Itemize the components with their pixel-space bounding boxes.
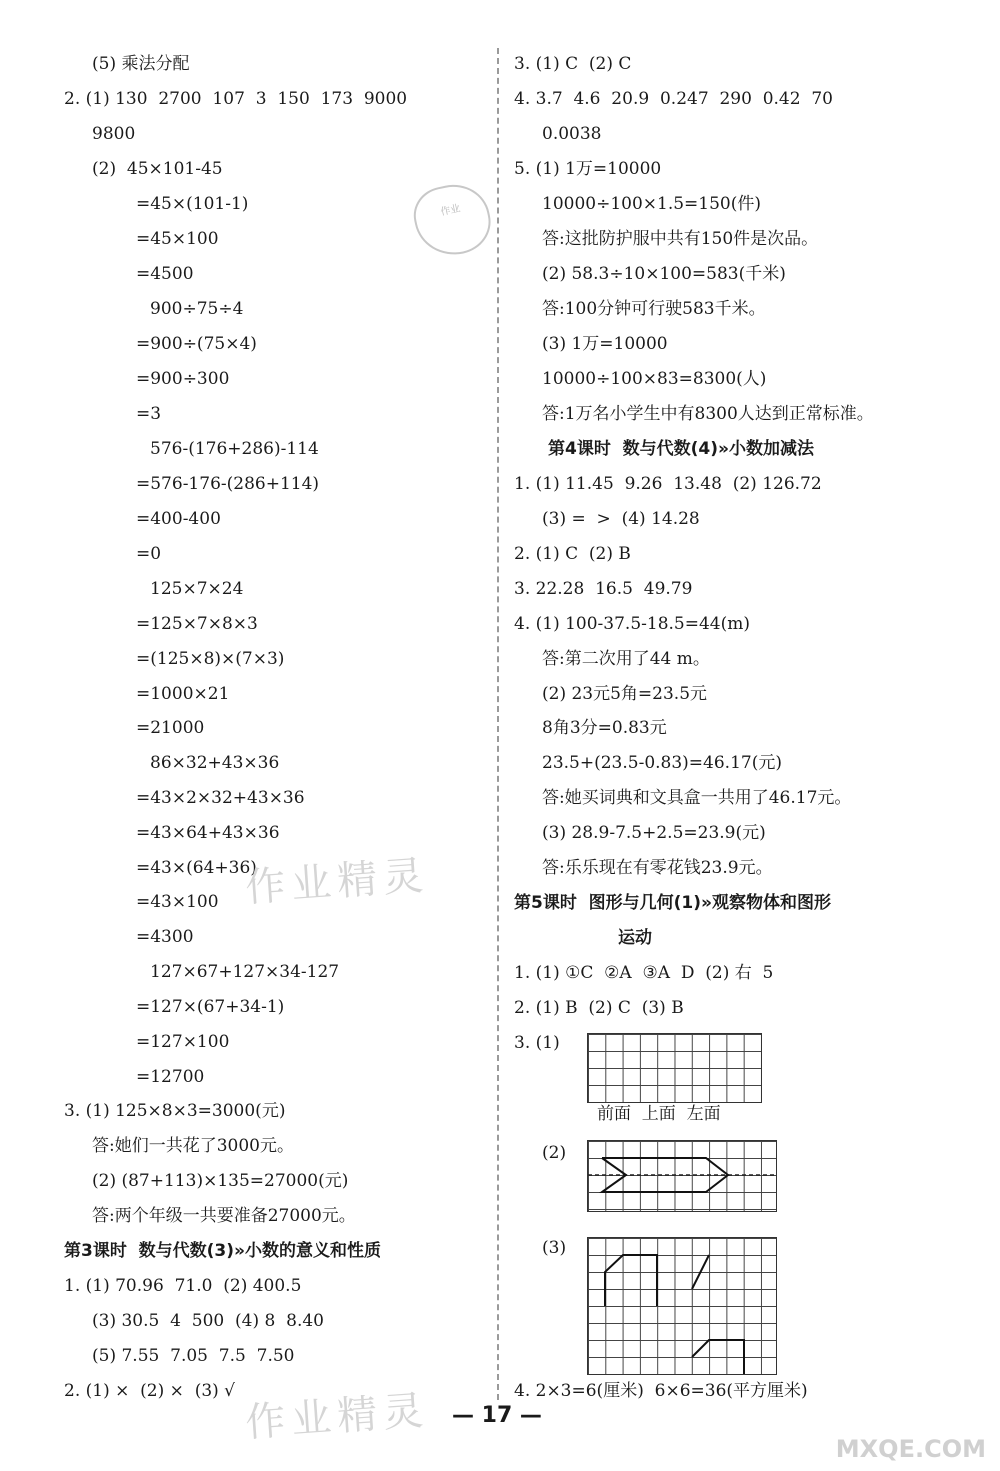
answer-line: (2) bbox=[542, 1143, 567, 1163]
answer-line: 9800 bbox=[92, 124, 136, 144]
answer-line: (2) 45×101-45 bbox=[92, 159, 223, 179]
answer-line: 1. (1) 11.45 9.26 13.48 (2) 126.72 bbox=[514, 474, 822, 494]
answer-line: 答:她买词典和文具盒一共用了46.17元。 bbox=[542, 788, 852, 808]
section-heading-cont: 运动 bbox=[618, 928, 652, 948]
answer-line: 2. (1) C (2) B bbox=[514, 544, 631, 564]
answer-line: =43×2×32+43×36 bbox=[136, 788, 305, 808]
answer-line: 576-(176+286)-114 bbox=[150, 439, 319, 459]
answer-line: =127×(67+34-1) bbox=[136, 997, 285, 1017]
answer-line: =125×7×8×3 bbox=[136, 614, 258, 634]
page-number: — 17 — bbox=[452, 1403, 542, 1428]
answer-line: =400-400 bbox=[136, 509, 221, 529]
answer-line: =43×(64+36) bbox=[136, 858, 257, 878]
answer-line: (3) 28.9-7.5+2.5=23.9(元) bbox=[542, 823, 766, 843]
answer-line: 0.0038 bbox=[542, 124, 602, 144]
answer-line: =43×64+43×36 bbox=[136, 823, 280, 843]
answer-line: =12700 bbox=[136, 1067, 205, 1087]
answer-line: 3. 22.28 16.5 49.79 bbox=[514, 579, 693, 599]
grid-figure-2 bbox=[587, 1140, 777, 1212]
answer-line: 4. (1) 100-37.5-18.5=44(m) bbox=[514, 614, 751, 634]
answer-line: 2. (1) B (2) C (3) B bbox=[514, 998, 684, 1018]
answer-line: 86×32+43×36 bbox=[150, 753, 280, 773]
answer-line: 答:这批防护服中共有150件是次品。 bbox=[542, 229, 819, 249]
grid-figure-3 bbox=[587, 1237, 777, 1375]
parallelogram-shapes bbox=[588, 1238, 776, 1374]
answer-line: 2. (1) × (2) × (3) √ bbox=[64, 1381, 236, 1401]
watermark: 作业精灵 bbox=[243, 1387, 431, 1447]
answer-line: =4300 bbox=[136, 927, 194, 947]
answer-line: =21000 bbox=[136, 718, 205, 738]
answer-line: =4500 bbox=[136, 264, 194, 284]
section-heading: 第3课时 数与代数(3)»小数的意义和性质 bbox=[64, 1241, 382, 1261]
grid-figure-1 bbox=[587, 1033, 762, 1103]
answer-line: =43×100 bbox=[136, 892, 219, 912]
answer-line: 答:第二次用了44 m。 bbox=[542, 649, 710, 669]
answer-line: =127×100 bbox=[136, 1032, 230, 1052]
answer-line: (5) 7.55 7.05 7.5 7.50 bbox=[92, 1346, 295, 1366]
answer-line: =0 bbox=[136, 544, 162, 564]
answer-line: 4. 3.7 4.6 20.9 0.247 290 0.42 70 bbox=[514, 89, 833, 109]
answer-line: =45×(101-1) bbox=[136, 194, 249, 214]
answer-line: 125×7×24 bbox=[150, 579, 244, 599]
answer-line: 10000÷100×1.5=150(件) bbox=[542, 194, 762, 214]
answer-line: 3. (1) bbox=[514, 1033, 560, 1053]
answer-line: =576-176-(286+114) bbox=[136, 474, 320, 494]
answer-line: 答:两个年级一共要准备27000元。 bbox=[92, 1206, 356, 1226]
answer-line: (2) (87+113)×135=27000(元) bbox=[92, 1171, 349, 1191]
answer-line: 答:她们一共花了3000元。 bbox=[92, 1136, 294, 1156]
answer-line: (2) 23元5角=23.5元 bbox=[542, 684, 708, 704]
answer-line: 3. (1) C (2) C bbox=[514, 54, 632, 74]
answer-line: (3) = > (4) 14.28 bbox=[542, 509, 700, 529]
answer-line: =1000×21 bbox=[136, 684, 230, 704]
stamp-logo: 作业 bbox=[409, 178, 497, 262]
section-heading: 第4课时 数与代数(4)»小数加减法 bbox=[548, 439, 815, 459]
answer-line: 答:乐乐现在有零花钱23.9元。 bbox=[542, 858, 773, 878]
answer-line: =(125×8)×(7×3) bbox=[136, 649, 285, 669]
section-heading: 第5课时 图形与几何(1)»观察物体和图形 bbox=[514, 893, 832, 913]
answer-line: 900÷75÷4 bbox=[150, 299, 244, 319]
answer-line: =45×100 bbox=[136, 229, 219, 249]
answer-line: 答:100分钟可行驶583千米。 bbox=[542, 299, 766, 319]
answer-line: 1. (1) 70.96 71.0 (2) 400.5 bbox=[64, 1276, 302, 1296]
answer-line: (5) 乘法分配 bbox=[92, 54, 190, 74]
corner-logo: MXQE.COM bbox=[835, 1435, 986, 1463]
answer-line: 3. (1) 125×8×3=3000(元) bbox=[64, 1101, 286, 1121]
answer-line: 答:1万名小学生中有8300人达到正常标准。 bbox=[542, 404, 874, 424]
answer-line: 127×67+127×34-127 bbox=[150, 962, 340, 982]
view-labels: 前面 上面 左面 bbox=[597, 1104, 721, 1124]
answer-line: 4. 2×3=6(厘米) 6×6=36(平方厘米) bbox=[514, 1381, 808, 1401]
answer-line: 2. (1) 130 2700 107 3 150 173 9000 bbox=[64, 89, 408, 109]
answer-line: =3 bbox=[136, 404, 162, 424]
column-divider bbox=[497, 48, 499, 1400]
watermark: 作业精灵 bbox=[243, 852, 431, 912]
answer-line: (2) 58.3÷10×100=583(千米) bbox=[542, 264, 786, 284]
answer-line: 8角3分=0.83元 bbox=[542, 718, 667, 738]
answer-line: (3) bbox=[542, 1238, 567, 1258]
answer-line: =900÷300 bbox=[136, 369, 230, 389]
answer-line: 23.5+(23.5-0.83)=46.17(元) bbox=[542, 753, 782, 773]
answer-line: 5. (1) 1万=10000 bbox=[514, 159, 662, 179]
answer-line: (3) 1万=10000 bbox=[542, 334, 668, 354]
arrow-shape bbox=[588, 1141, 776, 1211]
answer-line: (3) 30.5 4 500 (4) 8 8.40 bbox=[92, 1311, 324, 1331]
answer-line: =900÷(75×4) bbox=[136, 334, 257, 354]
answer-line: 1. (1) ①C ②A ③A D (2) 右 5 bbox=[514, 963, 774, 983]
answer-line: 10000÷100×83=8300(人) bbox=[542, 369, 767, 389]
